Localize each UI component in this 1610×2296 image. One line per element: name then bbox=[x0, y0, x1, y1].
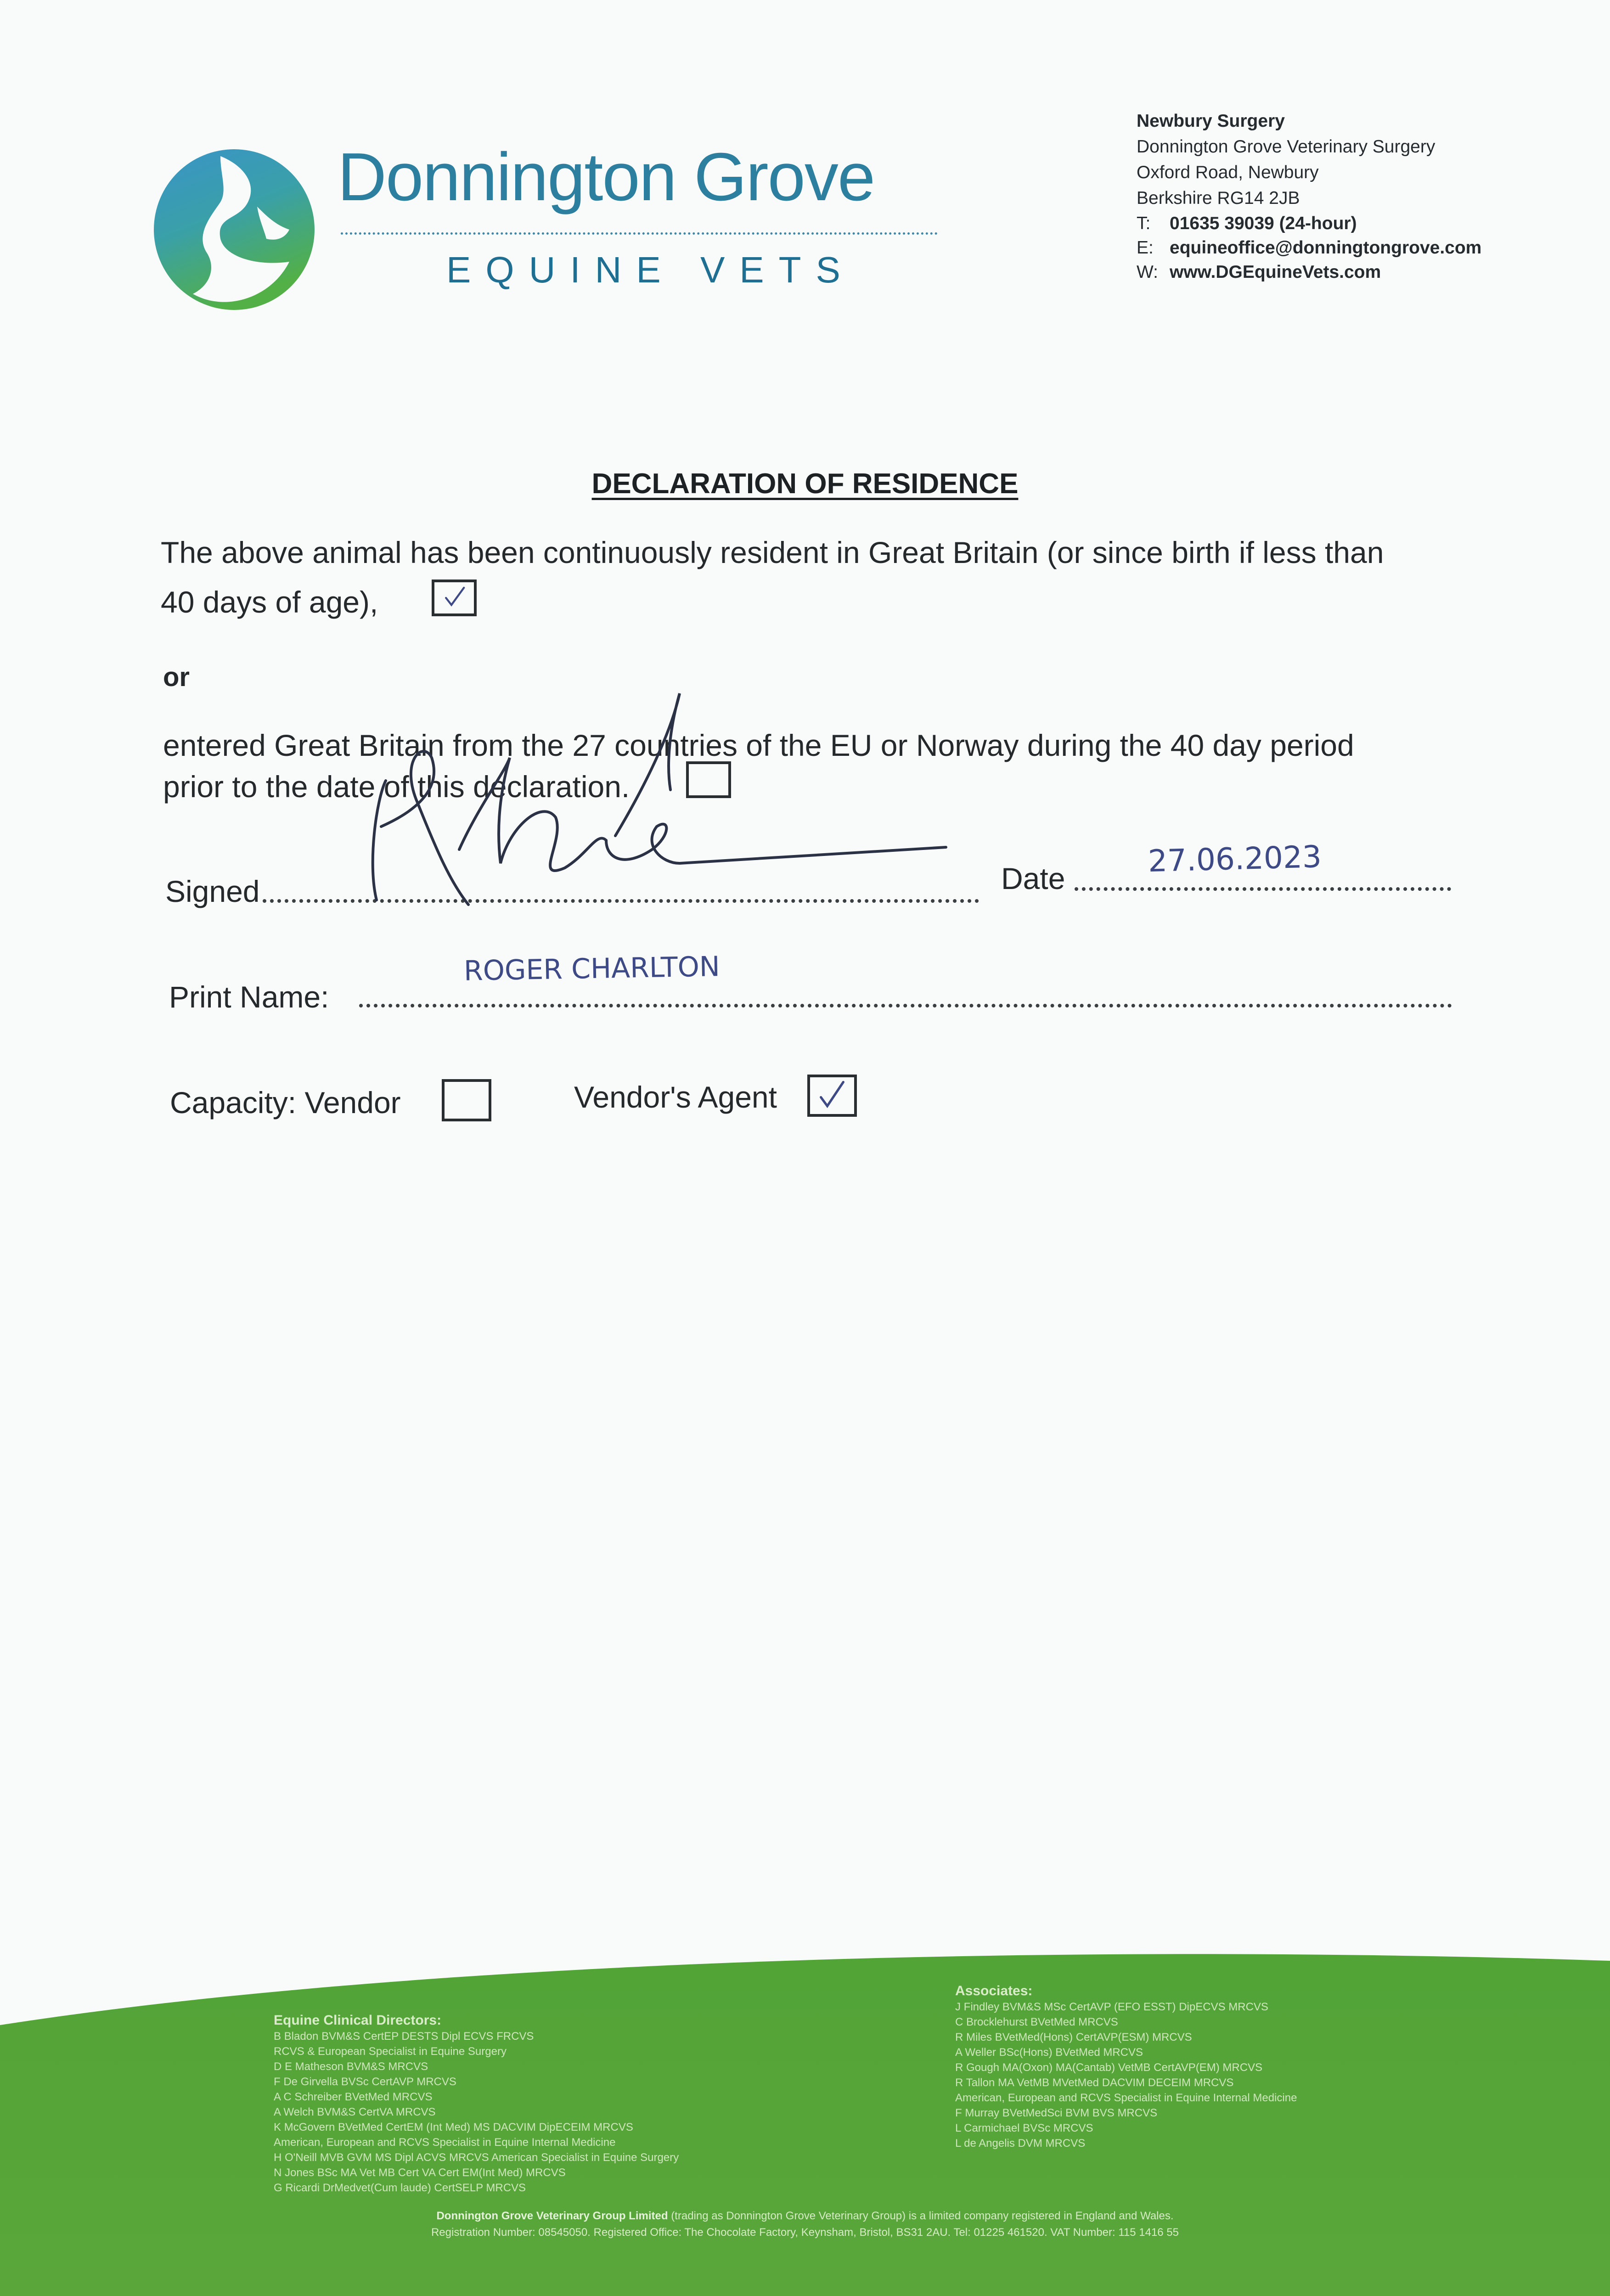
resident-checkbox[interactable] bbox=[432, 580, 477, 616]
email-value: equineoffice@donningtongrove.com bbox=[1170, 238, 1482, 258]
donnington-grove-logo-icon bbox=[152, 147, 317, 312]
associates-list bbox=[955, 1983, 1297, 2151]
option1-text-line1: The above animal has been continuously resident in Great Britain (or since birth if less than bbox=[161, 535, 1384, 569]
email-row bbox=[1137, 236, 1481, 260]
brand-subtitle: EQUINE VETS bbox=[446, 249, 855, 290]
brand-divider bbox=[341, 232, 938, 235]
associate-entry: L de Angelis DVM MRCVS bbox=[955, 2137, 1086, 2150]
option2-text-line2: prior to the date of this declaration. bbox=[163, 770, 630, 804]
company-name: Donnington Grove Veterinary Group Limited bbox=[436, 2210, 668, 2222]
directors-heading: Equine Clinical Directors: bbox=[274, 2013, 442, 2028]
checkmark-icon bbox=[434, 582, 474, 613]
associates-heading: Associates: bbox=[955, 1983, 1033, 1998]
website-value: www.DGEquineVets.com bbox=[1170, 262, 1381, 282]
associate-entry: R Gough MA(Oxon) MA(Cantab) VetMB CertAVP(EM) MRCVS bbox=[955, 2061, 1263, 2074]
website-label: W: bbox=[1137, 262, 1158, 282]
date-value[interactable]: 27.06.2023 bbox=[1148, 839, 1322, 879]
or-label: or bbox=[163, 662, 190, 692]
associate-entry: F Murray BVetMedSci BVM BVS MRCVS bbox=[955, 2107, 1158, 2119]
phone-row bbox=[1137, 211, 1481, 236]
print-name-value[interactable]: ROGER CHARLTON bbox=[463, 951, 721, 987]
footer-background bbox=[0, 1942, 1610, 2296]
declaration-title: DECLARATION OF RESIDENCE bbox=[591, 468, 1019, 500]
surgery-name: Newbury Surgery bbox=[1137, 111, 1285, 131]
print-name-line bbox=[359, 1004, 1452, 1007]
director-entry: K McGovern BVetMed CertEM (Int Med) MS DACVIM DipECEIM MRCVS bbox=[274, 2121, 633, 2133]
directors-list bbox=[274, 2012, 679, 2195]
associate-entry: L Carmichael BVSc MRCVS bbox=[955, 2122, 1093, 2134]
director-entry: A Welch BVM&S CertVA MRCVS bbox=[274, 2106, 436, 2118]
company-line-2: Registration Number: 08545050. Registered Office: The Chocolate Factory, Keynsham, Bristol, BS31 2AU. Tel: 01225 461520. VAT Number: 115 1416 55 bbox=[431, 2226, 1179, 2239]
associate-entry: A Weller BSc(Hons) BVetMed MRCVS bbox=[955, 2046, 1143, 2059]
vendor-checkbox[interactable] bbox=[442, 1079, 491, 1121]
signed-label: Signed bbox=[165, 874, 260, 908]
address-line: Berkshire RG14 2JB bbox=[1137, 188, 1300, 208]
website-row bbox=[1137, 260, 1481, 284]
associate-entry: R Miles BVetMed(Hons) CertAVP(ESM) MRCVS bbox=[955, 2031, 1192, 2043]
associate-entry: American, European and RCVS Specialist in Equine Internal Medicine bbox=[955, 2092, 1297, 2104]
address-line: Oxford Road, Newbury bbox=[1137, 163, 1319, 182]
associate-entry: J Findley BVM&S MSc CertAVP (EFO ESST) DipECVS MRCVS bbox=[955, 2001, 1268, 2013]
vendors-agent-checkbox[interactable] bbox=[807, 1075, 857, 1117]
company-registration bbox=[0, 2208, 1610, 2241]
date-label: Date bbox=[1001, 861, 1065, 895]
capacity-label: Capacity: Vendor bbox=[170, 1086, 401, 1120]
address-line: Donnington Grove Veterinary Surgery bbox=[1137, 137, 1435, 157]
phone-label: T: bbox=[1137, 214, 1151, 233]
surgery-address bbox=[1137, 108, 1435, 211]
company-line-1: Donnington Grove Veterinary Group Limited (trading as Donnington Grove Veterinary Group) is a limited company registered in England and Wales. bbox=[436, 2210, 1174, 2222]
director-entry: F De Girvella BVSc CertAVP MRCVS bbox=[274, 2076, 456, 2088]
director-entry: B Bladon BVM&S CertEP DESTS Dipl ECVS FRCVS bbox=[274, 2030, 534, 2043]
option2-text-line1: entered Great Britain from the 27 countries of the EU or Norway during the 40 day period bbox=[163, 728, 1354, 762]
director-entry: American, European and RCVS Specialist in Equine Internal Medicine bbox=[274, 2136, 616, 2149]
director-entry: RCVS & European Specialist in Equine Surgery bbox=[274, 2045, 507, 2058]
associate-entry: R Tallon MA VetMB MVetMed DACVIM DECEIM MRCVS bbox=[955, 2077, 1234, 2089]
option1-text-line2: 40 days of age), bbox=[161, 585, 378, 619]
vendors-agent-label: Vendor's Agent bbox=[574, 1080, 777, 1114]
checkmark-icon bbox=[810, 1077, 854, 1114]
print-name-label: Print Name: bbox=[169, 980, 329, 1014]
email-label: E: bbox=[1137, 238, 1154, 258]
date-line bbox=[1075, 887, 1451, 891]
phone-value: 01635 39039 (24-hour) bbox=[1170, 214, 1357, 233]
signature-image bbox=[349, 689, 955, 918]
associate-entry: C Brocklehurst BVetMed MRCVS bbox=[955, 2016, 1118, 2028]
director-entry: H O'Neill MVB GVM MS Dipl ACVS MRCVS American Specialist in Equine Surgery bbox=[274, 2151, 679, 2164]
brand-name: Donnington Grove bbox=[338, 139, 875, 215]
director-entry: A C Schreiber BVetMed MRCVS bbox=[274, 2091, 433, 2103]
director-entry: N Jones BSc MA Vet MB Cert VA Cert EM(Int Med) MRCVS bbox=[274, 2167, 566, 2179]
contact-block bbox=[1137, 211, 1481, 284]
director-entry: D E Matheson BVM&S MRCVS bbox=[274, 2060, 428, 2073]
director-entry: G Ricardi DrMedvet(Cum laude) CertSELP MRCVS bbox=[274, 2182, 526, 2194]
